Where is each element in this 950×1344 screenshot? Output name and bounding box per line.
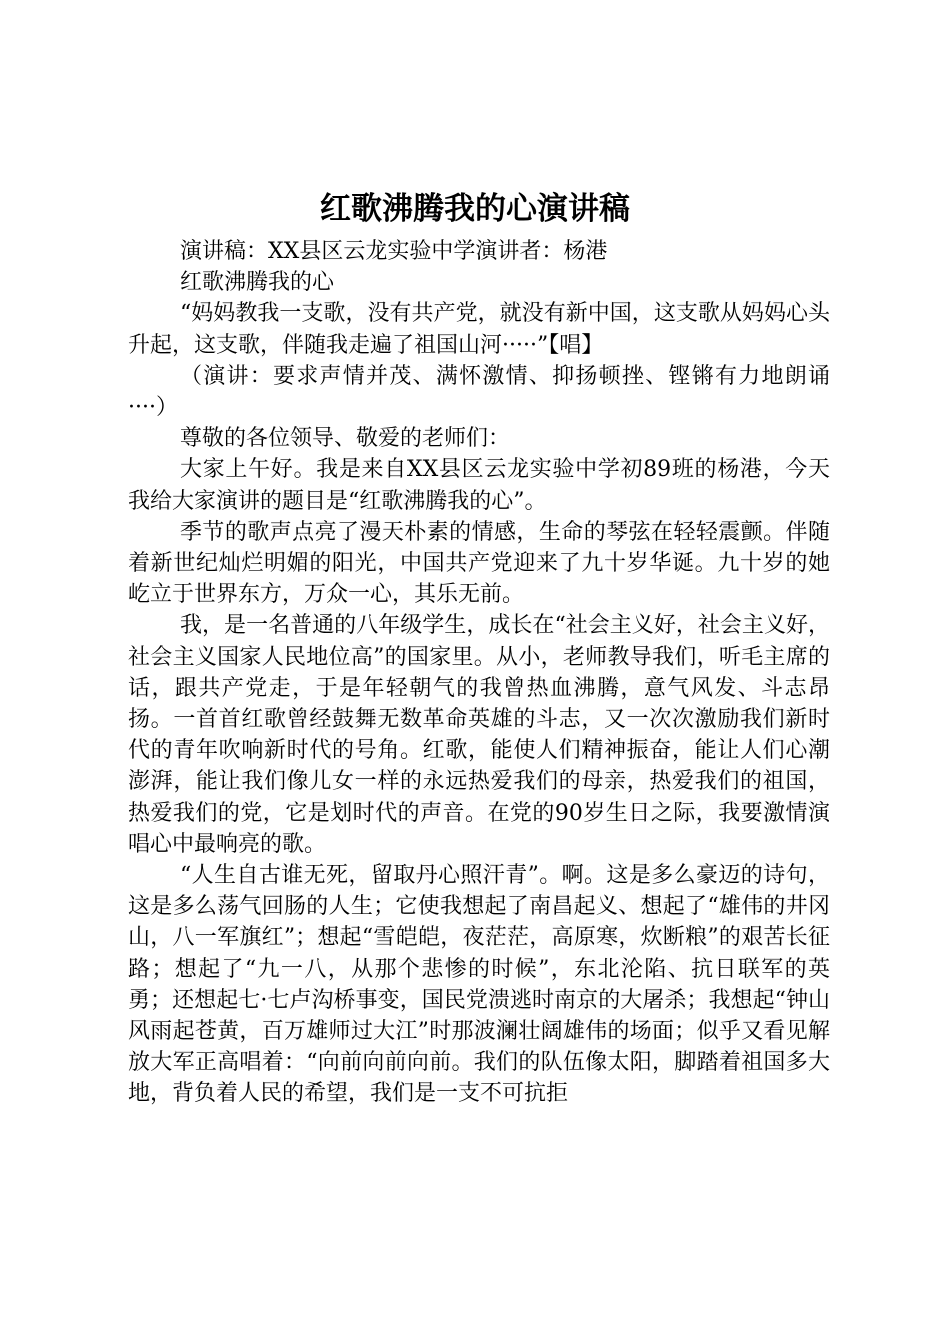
paragraph-intro: 大家上午好。我是来自XX县区云龙实验中学初89班的杨港，今天我给大家演讲的题目是“红歌沸腾我的心”。 bbox=[128, 457, 830, 514]
document-body bbox=[128, 236, 830, 1110]
paragraph-season: 季节的歌声点亮了漫天朴素的情感，生命的琴弦在轻轻震颤。伴随着新世纪灿烂明媚的阳光，中国共产党迎来了九十岁华诞。九十岁的她屹立于世界东方，万众一心，其乐无前。 bbox=[128, 519, 830, 608]
paragraph-history: “人生自古谁无死，留取丹心照汗青”。啊。这是多么豪迈的诗句，这是多么荡气回肠的人生；它使我想起了南昌起义、想起了“雄伟的井冈山，八一军旗红”；想起“雪皑皑，夜茫茫，高原寒，炊断粮”的艰苦长征路；想起了“九一八，从那个悲惨的时候”，东北沦陷、抗日联军的英勇；还想起七·七卢沟桥事变，国民党溃逃时南京的大屠杀；我想起“钟山风雨起苍黄，百万雄师过大江”时那波澜壮阔雄伟的场面；似乎又看见解放大军正高唱着：“向前向前向前。我们的队伍像太阳，脚踏着祖国多大地，背负着人民的希望，我们是一支不可抗拒 bbox=[128, 863, 830, 1107]
document-title: 红歌沸腾我的心演讲稿 bbox=[320, 191, 630, 227]
paragraph-header: 演讲稿：XX县区云龙实验中学演讲者：杨港 bbox=[180, 239, 608, 264]
paragraph-subtitle: 红歌沸腾我的心 bbox=[180, 270, 335, 296]
paragraph-song-lyric: “妈妈教我一支歌，没有共产党，就没有新中国，这支歌从妈妈心头升起，这支歌，伴随我走遍了祖国山河·····”【唱】 bbox=[128, 301, 830, 358]
paragraph-student: 我，是一名普通的八年级学生，成长在“社会主义好，社会主义好，社会主义国家人民地位高”的国家里。从小，老师教导我们，听毛主席的话，跟共产党走，于是年轻朝气的我曾热血沸腾，意气风发、斗志昂扬。一首首红歌曾经鼓舞无数革命英雄的斗志，又一次次激励我们新时代的青年吹响新时代的号角。红歌，能使人们精神振奋，能让人们心潮澎湃，能让我们像儿女一样的永远热爱我们的母亲，热爱我们的祖国，热爱我们的党，它是划时代的声音。在党的90岁生日之际，我要激情演唱心中最响亮的歌。 bbox=[128, 613, 830, 857]
paragraph-speech-note: （演讲：要求声情并茂、满怀激情、抑扬顿挫、铿锵有力地朗诵····） bbox=[128, 363, 830, 421]
paragraph-greeting: 尊敬的各位领导、敬爱的老师们： bbox=[180, 426, 511, 452]
